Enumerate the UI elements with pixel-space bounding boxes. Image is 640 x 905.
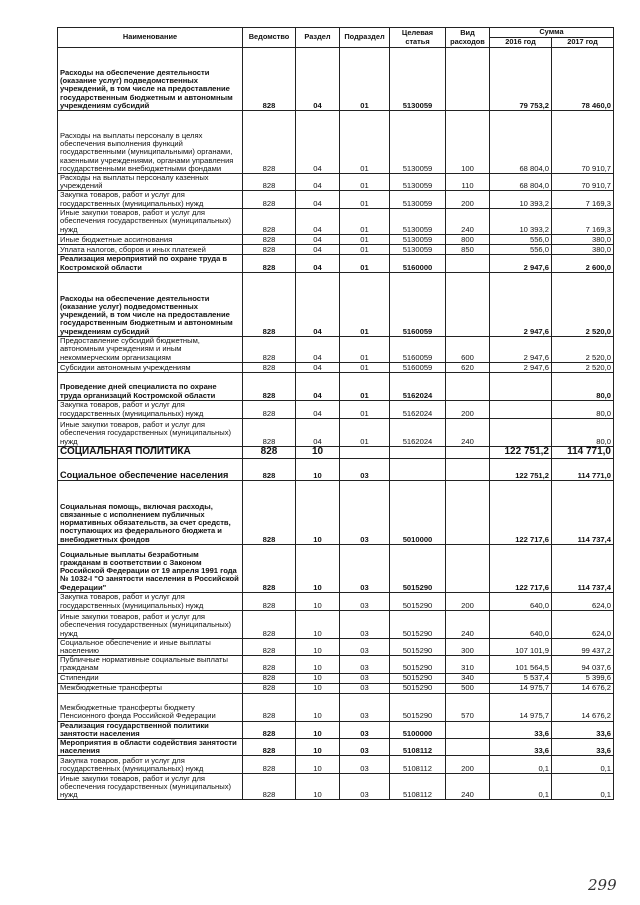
row-name: Иные закупки товаров, работ и услуг для обеспечения государственных (муниципальных) нужд bbox=[58, 610, 243, 638]
row-expense-type: 600 bbox=[446, 336, 490, 362]
row-expense-type: 620 bbox=[446, 362, 490, 372]
table-row bbox=[58, 480, 614, 544]
row-expense-type: 240 bbox=[446, 208, 490, 234]
table-row bbox=[58, 191, 614, 208]
header-expense-type: Вид расходов bbox=[446, 28, 490, 48]
row-razdel: 10 bbox=[296, 544, 340, 592]
row-name: Социальные выплаты безработным гражданам в соответствии с Законом Российской Федерации от 19 апреля 1991 года № 1032-I "О занятости населения в Российской Федерации" bbox=[58, 544, 243, 592]
table-row bbox=[58, 400, 614, 418]
row-podrazdel: 03 bbox=[340, 774, 390, 800]
row-razdel: 04 bbox=[296, 208, 340, 234]
table-row bbox=[58, 362, 614, 372]
row-target-article: 5160059 bbox=[390, 362, 446, 372]
row-razdel: 04 bbox=[296, 48, 340, 111]
row-sum-2016 bbox=[490, 418, 552, 446]
row-expense-type: 200 bbox=[446, 592, 490, 610]
row-target-article: 5100000 bbox=[390, 721, 446, 738]
row-sum-2017: 380,0 bbox=[552, 234, 614, 244]
row-name: Социальное обеспечение населения bbox=[58, 458, 243, 480]
row-target-article: 5162024 bbox=[390, 372, 446, 400]
row-target-article: 5162024 bbox=[390, 400, 446, 418]
row-vedomstvo: 828 bbox=[243, 480, 296, 544]
row-name: Публичные нормативные социальные выплаты гражданам bbox=[58, 656, 243, 673]
row-sum-2016: 79 753,2 bbox=[490, 48, 552, 111]
row-sum-2017: 14 676,2 bbox=[552, 683, 614, 693]
row-sum-2017: 624,0 bbox=[552, 610, 614, 638]
row-target-article: 5015290 bbox=[390, 683, 446, 693]
header-year-2017: 2017 год bbox=[552, 38, 614, 48]
table-row bbox=[58, 693, 614, 721]
row-sum-2016: 68 804,0 bbox=[490, 111, 552, 174]
header-razdel: Раздел bbox=[296, 28, 340, 48]
row-sum-2017: 114 771,0 bbox=[552, 446, 614, 458]
row-razdel: 04 bbox=[296, 244, 340, 254]
row-sum-2016: 107 101,9 bbox=[490, 638, 552, 655]
row-razdel: 04 bbox=[296, 400, 340, 418]
table-row bbox=[58, 174, 614, 191]
row-sum-2016: 5 537,4 bbox=[490, 673, 552, 683]
row-target-article: 5130059 bbox=[390, 244, 446, 254]
header-sum: Сумма bbox=[490, 28, 614, 38]
row-podrazdel: 03 bbox=[340, 683, 390, 693]
row-razdel: 04 bbox=[296, 372, 340, 400]
row-razdel: 04 bbox=[296, 336, 340, 362]
row-podrazdel: 03 bbox=[340, 693, 390, 721]
row-sum-2016: 556,0 bbox=[490, 244, 552, 254]
row-podrazdel: 03 bbox=[340, 673, 390, 683]
row-name: Межбюджетные трансферты bbox=[58, 683, 243, 693]
row-sum-2017: 33,6 bbox=[552, 739, 614, 756]
row-razdel: 04 bbox=[296, 174, 340, 191]
row-target-article: 5130059 bbox=[390, 174, 446, 191]
row-razdel: 10 bbox=[296, 739, 340, 756]
row-expense-type: 240 bbox=[446, 774, 490, 800]
row-razdel: 10 bbox=[296, 673, 340, 683]
row-sum-2016 bbox=[490, 372, 552, 400]
row-podrazdel bbox=[340, 446, 390, 458]
row-razdel: 10 bbox=[296, 458, 340, 480]
row-vedomstvo: 828 bbox=[243, 272, 296, 336]
row-sum-2016: 2 947,6 bbox=[490, 254, 552, 272]
row-expense-type: 240 bbox=[446, 610, 490, 638]
row-razdel: 10 bbox=[296, 446, 340, 458]
row-target-article: 5015290 bbox=[390, 592, 446, 610]
row-sum-2017: 14 676,2 bbox=[552, 693, 614, 721]
row-sum-2016: 33,6 bbox=[490, 721, 552, 738]
row-sum-2017: 114 771,0 bbox=[552, 458, 614, 480]
budget-table bbox=[57, 27, 614, 800]
table-row bbox=[58, 234, 614, 244]
row-podrazdel: 01 bbox=[340, 48, 390, 111]
row-target-article: 5108112 bbox=[390, 774, 446, 800]
row-vedomstvo: 828 bbox=[243, 683, 296, 693]
row-vedomstvo: 828 bbox=[243, 673, 296, 683]
row-expense-type bbox=[446, 48, 490, 111]
row-podrazdel: 01 bbox=[340, 234, 390, 244]
table-row bbox=[58, 446, 614, 458]
table-row bbox=[58, 673, 614, 683]
row-sum-2017: 78 460,0 bbox=[552, 48, 614, 111]
row-podrazdel: 01 bbox=[340, 174, 390, 191]
row-expense-type bbox=[446, 739, 490, 756]
row-sum-2016: 556,0 bbox=[490, 234, 552, 244]
row-vedomstvo: 828 bbox=[243, 610, 296, 638]
table-row bbox=[58, 336, 614, 362]
row-vedomstvo: 828 bbox=[243, 362, 296, 372]
row-vedomstvo: 828 bbox=[243, 774, 296, 800]
row-expense-type: 240 bbox=[446, 418, 490, 446]
row-sum-2016: 10 393,2 bbox=[490, 191, 552, 208]
row-target-article: 5108112 bbox=[390, 739, 446, 756]
row-name: Закупка товаров, работ и услуг для государственных (муниципальных) нужд bbox=[58, 400, 243, 418]
row-sum-2016: 122 717,6 bbox=[490, 544, 552, 592]
row-vedomstvo: 828 bbox=[243, 372, 296, 400]
row-vedomstvo: 828 bbox=[243, 400, 296, 418]
row-podrazdel: 03 bbox=[340, 458, 390, 480]
row-sum-2016: 101 564,5 bbox=[490, 656, 552, 673]
row-target-article: 5015290 bbox=[390, 638, 446, 655]
row-sum-2017: 624,0 bbox=[552, 592, 614, 610]
header-podrazdel: Подраздел bbox=[340, 28, 390, 48]
row-expense-type bbox=[446, 544, 490, 592]
row-expense-type: 800 bbox=[446, 234, 490, 244]
row-expense-type bbox=[446, 254, 490, 272]
row-sum-2016: 2 947,6 bbox=[490, 272, 552, 336]
page-number: 299 bbox=[588, 876, 617, 894]
table-row bbox=[58, 272, 614, 336]
table-body bbox=[58, 48, 614, 800]
row-sum-2016: 68 804,0 bbox=[490, 174, 552, 191]
row-name: Социальное обеспечение и иные выплаты населению bbox=[58, 638, 243, 655]
row-podrazdel: 01 bbox=[340, 272, 390, 336]
row-name: Реализация государственной политики занятости населения bbox=[58, 721, 243, 738]
row-name: Иные закупки товаров, работ и услуг для обеспечения государственных (муниципальных) нужд bbox=[58, 418, 243, 446]
table-row bbox=[58, 683, 614, 693]
row-name: Субсидии автономным учреждениям bbox=[58, 362, 243, 372]
row-expense-type: 500 bbox=[446, 683, 490, 693]
row-expense-type: 110 bbox=[446, 174, 490, 191]
row-sum-2017: 33,6 bbox=[552, 721, 614, 738]
row-target-article: 5130059 bbox=[390, 208, 446, 234]
table-row bbox=[58, 458, 614, 480]
table-row bbox=[58, 592, 614, 610]
table-row bbox=[58, 774, 614, 800]
row-razdel: 10 bbox=[296, 480, 340, 544]
row-target-article: 5162024 bbox=[390, 418, 446, 446]
row-podrazdel: 03 bbox=[340, 610, 390, 638]
table-row bbox=[58, 208, 614, 234]
row-razdel: 10 bbox=[296, 638, 340, 655]
row-name: Закупка товаров, работ и услуг для государственных (муниципальных) нужд bbox=[58, 191, 243, 208]
row-podrazdel: 01 bbox=[340, 244, 390, 254]
row-podrazdel: 03 bbox=[340, 480, 390, 544]
row-vedomstvo: 828 bbox=[243, 208, 296, 234]
table-row bbox=[58, 418, 614, 446]
row-target-article: 5015290 bbox=[390, 610, 446, 638]
row-sum-2017: 5 399,6 bbox=[552, 673, 614, 683]
row-expense-type: 200 bbox=[446, 191, 490, 208]
row-sum-2016: 0,1 bbox=[490, 756, 552, 774]
row-sum-2016 bbox=[490, 400, 552, 418]
row-expense-type: 850 bbox=[446, 244, 490, 254]
row-expense-type bbox=[446, 372, 490, 400]
row-expense-type: 310 bbox=[446, 656, 490, 673]
table-row bbox=[58, 610, 614, 638]
row-vedomstvo: 828 bbox=[243, 244, 296, 254]
header-vedomstvo: Ведомство bbox=[243, 28, 296, 48]
row-sum-2017: 7 169,3 bbox=[552, 208, 614, 234]
row-target-article: 5015290 bbox=[390, 673, 446, 683]
row-sum-2017: 7 169,3 bbox=[552, 191, 614, 208]
row-name: Стипендии bbox=[58, 673, 243, 683]
row-vedomstvo: 828 bbox=[243, 111, 296, 174]
header-name: Наименование bbox=[58, 28, 243, 48]
table-row bbox=[58, 111, 614, 174]
row-sum-2017: 114 737,4 bbox=[552, 480, 614, 544]
table-row bbox=[58, 244, 614, 254]
row-expense-type bbox=[446, 480, 490, 544]
row-expense-type: 200 bbox=[446, 756, 490, 774]
row-name: Расходы на обеспечение деятельности (оказание услуг) подведомственных учреждений, в том числе на предоставление государственным бюджетным и автономным учреждениям субсидий bbox=[58, 48, 243, 111]
row-vedomstvo: 828 bbox=[243, 721, 296, 738]
table-row bbox=[58, 756, 614, 774]
row-razdel: 10 bbox=[296, 592, 340, 610]
row-expense-type bbox=[446, 446, 490, 458]
row-name: Социальная помощь, включая расходы, связанные с исполнением публичных нормативных обязательств, за счет средств, поступающих из федерального бюджета и внебюджетных фондов bbox=[58, 480, 243, 544]
row-vedomstvo: 828 bbox=[243, 756, 296, 774]
row-podrazdel: 01 bbox=[340, 362, 390, 372]
row-razdel: 04 bbox=[296, 111, 340, 174]
row-podrazdel: 03 bbox=[340, 756, 390, 774]
row-podrazdel: 03 bbox=[340, 721, 390, 738]
header-year-2016: 2016 год bbox=[490, 38, 552, 48]
row-sum-2016: 2 947,6 bbox=[490, 336, 552, 362]
row-sum-2017: 70 910,7 bbox=[552, 111, 614, 174]
row-name: Расходы на выплаты персоналу в целях обеспечения выполнения функций государственными (муниципальными) органами, казенными учреждениями, органами управления государственными внебюджетными фондами bbox=[58, 111, 243, 174]
row-target-article: 5015290 bbox=[390, 693, 446, 721]
row-podrazdel: 01 bbox=[340, 372, 390, 400]
row-sum-2016: 33,6 bbox=[490, 739, 552, 756]
row-target-article: 5015290 bbox=[390, 544, 446, 592]
row-target-article: 5015290 bbox=[390, 656, 446, 673]
row-vedomstvo: 828 bbox=[243, 336, 296, 362]
row-vedomstvo: 828 bbox=[243, 174, 296, 191]
row-sum-2017: 2 600,0 bbox=[552, 254, 614, 272]
row-name: Закупка товаров, работ и услуг для государственных (муниципальных) нужд bbox=[58, 756, 243, 774]
row-sum-2017: 0,1 bbox=[552, 774, 614, 800]
row-razdel: 04 bbox=[296, 234, 340, 244]
row-target-article bbox=[390, 446, 446, 458]
row-sum-2017: 2 520,0 bbox=[552, 336, 614, 362]
row-sum-2016: 14 975,7 bbox=[490, 693, 552, 721]
row-name: СОЦИАЛЬНАЯ ПОЛИТИКА bbox=[58, 446, 243, 458]
row-sum-2017: 94 037,6 bbox=[552, 656, 614, 673]
row-vedomstvo: 828 bbox=[243, 693, 296, 721]
row-podrazdel: 01 bbox=[340, 111, 390, 174]
row-razdel: 04 bbox=[296, 362, 340, 372]
header-target-article: Целевая статья bbox=[390, 28, 446, 48]
row-expense-type: 300 bbox=[446, 638, 490, 655]
row-vedomstvo: 828 bbox=[243, 48, 296, 111]
row-sum-2016: 14 975,7 bbox=[490, 683, 552, 693]
row-vedomstvo: 828 bbox=[243, 656, 296, 673]
row-vedomstvo: 828 bbox=[243, 418, 296, 446]
table-row bbox=[58, 656, 614, 673]
row-sum-2016: 640,0 bbox=[490, 610, 552, 638]
row-target-article: 5010000 bbox=[390, 480, 446, 544]
row-sum-2017: 99 437,2 bbox=[552, 638, 614, 655]
row-target-article: 5130059 bbox=[390, 111, 446, 174]
row-target-article bbox=[390, 458, 446, 480]
table-row bbox=[58, 372, 614, 400]
row-name: Расходы на обеспечение деятельности (оказание услуг) подведомственных учреждений, в том числе на предоставление государственным бюджетным и автономным учреждениям субсидий bbox=[58, 272, 243, 336]
row-target-article: 5108112 bbox=[390, 756, 446, 774]
row-vedomstvo: 828 bbox=[243, 234, 296, 244]
row-vedomstvo: 828 bbox=[243, 191, 296, 208]
row-razdel: 10 bbox=[296, 610, 340, 638]
row-sum-2016: 0,1 bbox=[490, 774, 552, 800]
table-header bbox=[58, 28, 614, 48]
row-razdel: 04 bbox=[296, 254, 340, 272]
row-razdel: 04 bbox=[296, 191, 340, 208]
row-expense-type: 200 bbox=[446, 400, 490, 418]
row-target-article: 5160000 bbox=[390, 254, 446, 272]
row-sum-2017: 0,1 bbox=[552, 756, 614, 774]
row-sum-2016: 122 717,6 bbox=[490, 480, 552, 544]
row-vedomstvo: 828 bbox=[243, 739, 296, 756]
row-target-article: 5130059 bbox=[390, 191, 446, 208]
table-row bbox=[58, 544, 614, 592]
row-sum-2017: 2 520,0 bbox=[552, 362, 614, 372]
row-sum-2016: 10 393,2 bbox=[490, 208, 552, 234]
row-razdel: 10 bbox=[296, 721, 340, 738]
row-razdel: 10 bbox=[296, 693, 340, 721]
row-name: Иные закупки товаров, работ и услуг для обеспечения государственных (муниципальных) нужд bbox=[58, 208, 243, 234]
row-expense-type bbox=[446, 458, 490, 480]
row-podrazdel: 01 bbox=[340, 336, 390, 362]
row-razdel: 04 bbox=[296, 272, 340, 336]
row-vedomstvo: 828 bbox=[243, 458, 296, 480]
row-name: Реализация мероприятий по охране труда в Костромской области bbox=[58, 254, 243, 272]
row-sum-2017: 380,0 bbox=[552, 244, 614, 254]
row-sum-2017: 2 520,0 bbox=[552, 272, 614, 336]
row-sum-2016: 640,0 bbox=[490, 592, 552, 610]
row-target-article: 5130059 bbox=[390, 48, 446, 111]
row-podrazdel: 03 bbox=[340, 638, 390, 655]
row-vedomstvo: 828 bbox=[243, 254, 296, 272]
row-sum-2016: 2 947,6 bbox=[490, 362, 552, 372]
table-row bbox=[58, 739, 614, 756]
row-name: Иные бюджетные ассигнования bbox=[58, 234, 243, 244]
row-podrazdel: 01 bbox=[340, 418, 390, 446]
table-row bbox=[58, 254, 614, 272]
row-target-article: 5130059 bbox=[390, 234, 446, 244]
row-podrazdel: 01 bbox=[340, 191, 390, 208]
row-sum-2016: 122 751,2 bbox=[490, 458, 552, 480]
row-podrazdel: 03 bbox=[340, 656, 390, 673]
row-name: Иные закупки товаров, работ и услуг для обеспечения государственных (муниципальных) нужд bbox=[58, 774, 243, 800]
row-sum-2017: 80,0 bbox=[552, 418, 614, 446]
budget-table-sheet bbox=[57, 27, 613, 800]
row-expense-type: 340 bbox=[446, 673, 490, 683]
row-expense-type bbox=[446, 272, 490, 336]
row-vedomstvo: 828 bbox=[243, 638, 296, 655]
table-row bbox=[58, 721, 614, 738]
row-target-article: 5160059 bbox=[390, 272, 446, 336]
row-podrazdel: 01 bbox=[340, 254, 390, 272]
row-podrazdel: 01 bbox=[340, 208, 390, 234]
row-expense-type bbox=[446, 721, 490, 738]
row-razdel: 10 bbox=[296, 774, 340, 800]
row-name: Закупка товаров, работ и услуг для государственных (муниципальных) нужд bbox=[58, 592, 243, 610]
row-expense-type: 100 bbox=[446, 111, 490, 174]
row-sum-2017: 114 737,4 bbox=[552, 544, 614, 592]
row-podrazdel: 01 bbox=[340, 400, 390, 418]
row-target-article: 5160059 bbox=[390, 336, 446, 362]
row-name: Проведение дней специалиста по охране труда организаций Костромской области bbox=[58, 372, 243, 400]
row-vedomstvo: 828 bbox=[243, 446, 296, 458]
row-sum-2017: 70 910,7 bbox=[552, 174, 614, 191]
row-podrazdel: 03 bbox=[340, 592, 390, 610]
row-expense-type: 570 bbox=[446, 693, 490, 721]
row-razdel: 10 bbox=[296, 683, 340, 693]
row-razdel: 10 bbox=[296, 756, 340, 774]
row-name: Предоставление субсидий бюджетным, автономным учреждениям и иным некоммерческим организациям bbox=[58, 336, 243, 362]
row-sum-2017: 80,0 bbox=[552, 400, 614, 418]
table-row bbox=[58, 638, 614, 655]
row-podrazdel: 03 bbox=[340, 544, 390, 592]
row-razdel: 04 bbox=[296, 418, 340, 446]
row-razdel: 10 bbox=[296, 656, 340, 673]
row-name: Расходы на выплаты персоналу казенных учреждений bbox=[58, 174, 243, 191]
row-name: Мероприятия в области содействия занятости населения bbox=[58, 739, 243, 756]
row-vedomstvo: 828 bbox=[243, 544, 296, 592]
row-sum-2016: 122 751,2 bbox=[490, 446, 552, 458]
row-podrazdel: 03 bbox=[340, 739, 390, 756]
row-name: Уплата налогов, сборов и иных платежей bbox=[58, 244, 243, 254]
row-vedomstvo: 828 bbox=[243, 592, 296, 610]
table-row bbox=[58, 48, 614, 111]
row-name: Межбюджетные трансферты бюджету Пенсионного фонда Российской Федерации bbox=[58, 693, 243, 721]
row-sum-2017: 80,0 bbox=[552, 372, 614, 400]
